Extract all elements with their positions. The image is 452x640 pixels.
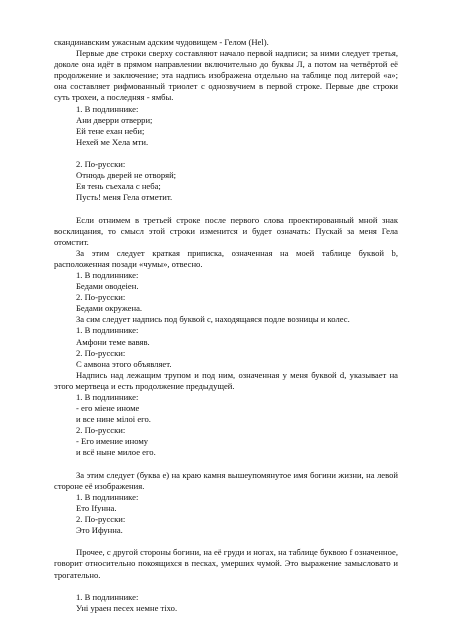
verse-line: Пусть! меня Гела отметит. (76, 192, 173, 203)
verse-line: Уні ураен песех немне тіхо. (76, 602, 178, 613)
verse-line: Ето Ifунна. (76, 502, 117, 513)
verse-line: и всё ныне милое его. (76, 447, 156, 458)
blank-line (54, 581, 398, 592)
verse-line: 1. В подлиннике: (76, 269, 139, 280)
verse-line: Отнюдь дверей не отворяй; (76, 170, 177, 181)
verse-line: 2. По-русски: (76, 347, 126, 358)
paragraph: Если отнимем в третьей строке после первого слова проектированный мной знак восклицания, то смысл этой строки изменится и будет означать: Пускай за меня Гела отомстит. (54, 214, 398, 247)
verse-line: Бедами окружена. (76, 303, 143, 314)
verse-line: Ея тень съехала с неба; (76, 181, 161, 192)
verse-line: Ани дверри отверри; (76, 114, 153, 125)
verse-line: - Его имение иному (76, 436, 149, 447)
verse-line: 1. В подлиннике: (76, 591, 139, 602)
verse-line: 2. По-русски: (76, 159, 126, 170)
paragraph: Первые две строки сверху составляют начало первой надписи; за ними следует третья, доколе она идёт в прямом направлении включительно до буквы Л, а потом на четвёртой её продолжение и заключение; эта надпись изображена отдельно на таблице под литерой «a»; она составляет рифмованный триолет с однозвучием в первой строке. Первые две строки суть трохеи, а последняя - ямбы. (54, 48, 398, 103)
paragraph: За сим следует надпись под буквой с, находящаяся подле возницы и колес. (76, 314, 350, 325)
verse-line: 1. В подлиннике: (76, 325, 139, 336)
verse-line: и все нине мілоі его. (76, 414, 151, 425)
verse-line: 2. По-русски: (76, 425, 126, 436)
blank-line (54, 148, 398, 159)
verse-line: 1. В подлиннике: (76, 103, 139, 114)
verse-line: - его міене иноме (76, 403, 140, 414)
paragraph: За этим следует (буква е) на краю камня вышеупомянутое имя богини жизни, на левой стороне её изображения. (54, 469, 398, 491)
blank-line (54, 459, 398, 470)
verse-line: С амвона этого объявляет. (76, 358, 172, 369)
verse-line: 2. По-русски: (76, 514, 126, 525)
verse-line: Бедами оводеіен. (76, 281, 139, 292)
blank-line (54, 536, 398, 547)
verse-line: 1. В подлиннике: (76, 392, 139, 402)
verse-line: Это Ифунна. (76, 525, 123, 536)
verse-line: 2. По-русски: (76, 292, 126, 303)
verse-line: Нехей ме Хела мти. (76, 136, 149, 147)
verse-line: 1. В подлиннике: (76, 491, 139, 502)
paragraph: Надпись над лежащим трупом и под ним, означенная у меня буквой d, указывает на этого мертвеца и есть продолжение предыдущей. (54, 369, 398, 391)
verse-line: Амфони теме вавяв. (76, 336, 150, 347)
verse-line: Ей тене ехан неби; (76, 125, 145, 136)
paragraph: За этим следует краткая приписка, означенная на моей таблице буквой b, расположенная позади «чумы», отвесно. (54, 247, 398, 269)
paragraph: Прочее, с другой стороны богини, на её груди и ногах, на таблице буквою f означенное, говорит относительно покоящихся в песках, умерших чумой. Это выражение замысловато и трогательно. (54, 547, 398, 580)
blank-line (54, 203, 398, 214)
paragraph: скандинавским ужасным адским чудовищем - Гелом (Hel). (54, 37, 269, 47)
